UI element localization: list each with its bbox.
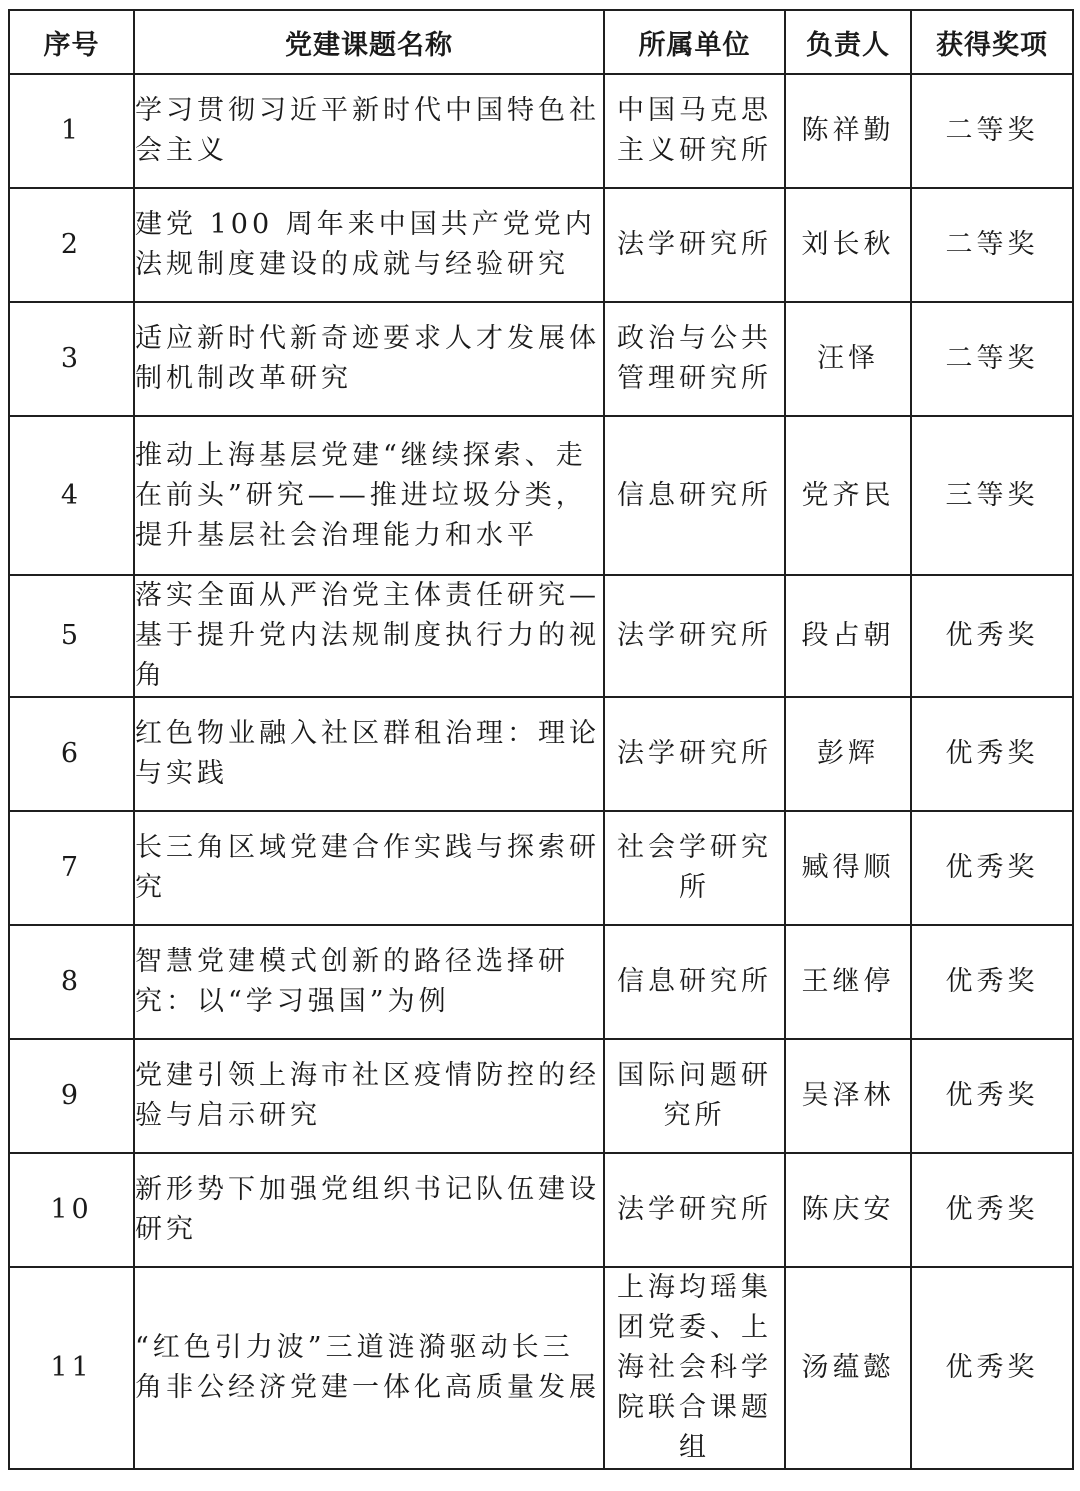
cell-award: 优秀奖: [911, 811, 1073, 925]
cell-title: “红色引力波”三道涟漪驱动长三角非公经济党建一体化高质量发展: [134, 1267, 604, 1469]
table-row: [9, 416, 1073, 575]
cell-lead: 彭辉: [785, 697, 911, 811]
cell-title: 学习贯彻习近平新时代中国特色社会主义: [134, 74, 604, 188]
table-row: [9, 1267, 1073, 1469]
cell-award: 优秀奖: [911, 925, 1073, 1039]
header-no: 序号: [9, 10, 134, 74]
cell-title: 党建引领上海市社区疫情防控的经验与启示研究: [134, 1039, 604, 1153]
cell-lead: 陈庆安: [785, 1153, 911, 1267]
cell-no: 8: [9, 925, 134, 1039]
table-row: [9, 1153, 1073, 1267]
table-row: [9, 575, 1073, 697]
header-title: 党建课题名称: [134, 10, 604, 74]
table-row: [9, 697, 1073, 811]
cell-award: 三等奖: [911, 416, 1073, 575]
cell-unit: 政治与公共管理研究所: [604, 302, 785, 416]
cell-unit: 上海均瑶集团党委、上海社会科学院联合课题组: [604, 1267, 785, 1469]
cell-unit: 信息研究所: [604, 925, 785, 1039]
cell-title: 长三角区域党建合作实践与探索研究: [134, 811, 604, 925]
cell-award: 二等奖: [911, 188, 1073, 302]
cell-unit: 法学研究所: [604, 697, 785, 811]
header-unit: 所属单位: [604, 10, 785, 74]
cell-no: 7: [9, 811, 134, 925]
table-row: [9, 74, 1073, 188]
cell-lead: 臧得顺: [785, 811, 911, 925]
cell-title: 智慧党建模式创新的路径选择研究：以“学习强国”为例: [134, 925, 604, 1039]
cell-unit: 法学研究所: [604, 1153, 785, 1267]
cell-award: 优秀奖: [911, 697, 1073, 811]
cell-title: 适应新时代新奇迹要求人才发展体制机制改革研究: [134, 302, 604, 416]
cell-unit: 信息研究所: [604, 416, 785, 575]
cell-no: 2: [9, 188, 134, 302]
table-row: [9, 302, 1073, 416]
cell-title: 新形势下加强党组织书记队伍建设研究: [134, 1153, 604, 1267]
cell-lead: 陈祥勤: [785, 74, 911, 188]
cell-title: 推动上海基层党建“继续探索、走在前头”研究——推进垃圾分类，提升基层社会治理能力和水平: [134, 416, 604, 575]
cell-lead: 刘长秋: [785, 188, 911, 302]
cell-no: 4: [9, 416, 134, 575]
cell-no: 6: [9, 697, 134, 811]
cell-award: 优秀奖: [911, 1153, 1073, 1267]
cell-award: 优秀奖: [911, 1039, 1073, 1153]
cell-no: 1: [9, 74, 134, 188]
cell-lead: 王继停: [785, 925, 911, 1039]
table-header-row: [9, 10, 1073, 74]
cell-no: 10: [9, 1153, 134, 1267]
cell-award: 优秀奖: [911, 575, 1073, 697]
cell-lead: 党齐民: [785, 416, 911, 575]
cell-unit: 中国马克思主义研究所: [604, 74, 785, 188]
cell-award: 二等奖: [911, 74, 1073, 188]
cell-lead: 吴泽林: [785, 1039, 911, 1153]
cell-no: 11: [9, 1267, 134, 1469]
cell-no: 5: [9, 575, 134, 697]
table-row: [9, 811, 1073, 925]
cell-unit: 法学研究所: [604, 575, 785, 697]
awards-table: [8, 9, 1074, 1470]
cell-title: 建党 100 周年来中国共产党党内法规制度建设的成就与经验研究: [134, 188, 604, 302]
header-lead: 负责人: [785, 10, 911, 74]
cell-lead: 汪怿: [785, 302, 911, 416]
table-row: [9, 925, 1073, 1039]
header-award: 获得奖项: [911, 10, 1073, 74]
cell-title: 红色物业融入社区群租治理：理论与实践: [134, 697, 604, 811]
cell-lead: 段占朝: [785, 575, 911, 697]
cell-title: 落实全面从严治党主体责任研究—基于提升党内法规制度执行力的视角: [134, 575, 604, 697]
cell-lead: 汤蕴懿: [785, 1267, 911, 1469]
cell-award: 二等奖: [911, 302, 1073, 416]
table-row: [9, 1039, 1073, 1153]
cell-unit: 法学研究所: [604, 188, 785, 302]
cell-no: 9: [9, 1039, 134, 1153]
table-row: [9, 188, 1073, 302]
cell-award: 优秀奖: [911, 1267, 1073, 1469]
cell-no: 3: [9, 302, 134, 416]
cell-unit: 国际问题研究所: [604, 1039, 785, 1153]
cell-unit: 社会学研究所: [604, 811, 785, 925]
